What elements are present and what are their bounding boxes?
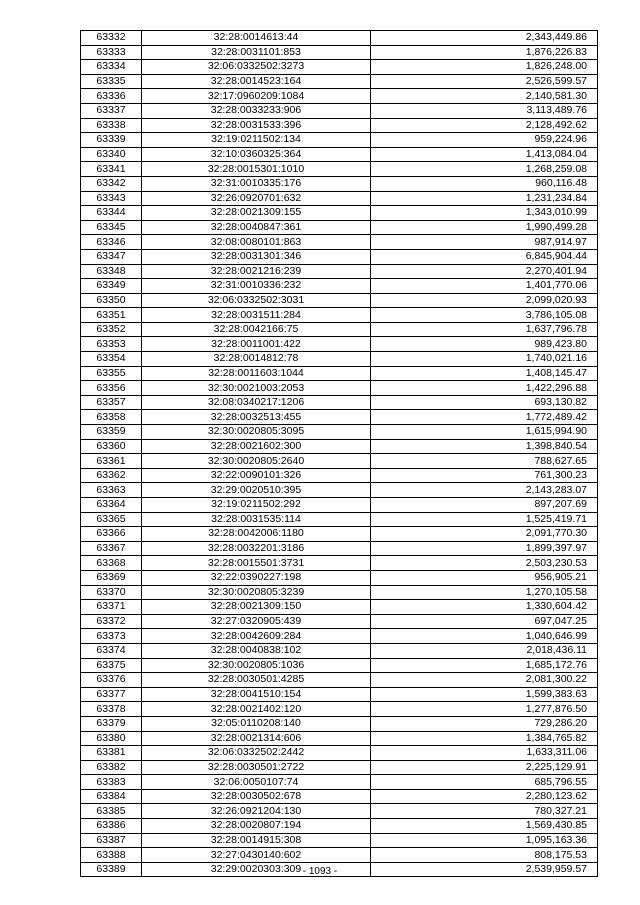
cadastral-number-cell: 32:05:0110208:140 [142, 716, 371, 731]
row-number-cell: 63340 [81, 147, 142, 162]
amount-cell: 2,091,770.30 [371, 527, 598, 542]
table-row [81, 322, 598, 337]
table-row [81, 308, 598, 323]
cadastral-number-cell: 32:28:0015301:1010 [142, 162, 371, 177]
cadastral-number-cell: 32:08:0080101:863 [142, 235, 371, 250]
amount-cell: 1,826,248.00 [371, 60, 598, 75]
amount-cell: 3,113,489.76 [371, 103, 598, 118]
cadastral-number-cell: 32:27:0430140:602 [142, 848, 371, 863]
amount-cell: 780,327.21 [371, 804, 598, 819]
amount-cell: 1,268,259.08 [371, 162, 598, 177]
amount-cell: 1,095,163.36 [371, 833, 598, 848]
amount-cell: 989,423.80 [371, 337, 598, 352]
row-number-cell: 63361 [81, 454, 142, 469]
cadastral-number-cell: 32:28:0042166:75 [142, 322, 371, 337]
cadastral-number-cell: 32:28:0042006:1180 [142, 527, 371, 542]
row-number-cell: 63362 [81, 468, 142, 483]
table-row [81, 220, 598, 235]
table-row [81, 89, 598, 104]
cadastral-number-cell: 32:28:0031101:853 [142, 45, 371, 60]
row-number-cell: 63332 [81, 31, 142, 46]
cadastral-number-cell: 32:28:0033233:906 [142, 103, 371, 118]
table-row [81, 118, 598, 133]
amount-cell: 1,899,397.97 [371, 541, 598, 556]
cadastral-number-cell: 32:28:0040838:102 [142, 643, 371, 658]
row-number-cell: 63350 [81, 293, 142, 308]
cadastral-number-cell: 32:28:0021309:155 [142, 206, 371, 221]
cadastral-number-cell: 32:28:0031533:396 [142, 118, 371, 133]
amount-cell: 693,130.82 [371, 395, 598, 410]
amount-cell: 1,384,765.82 [371, 731, 598, 746]
row-number-cell: 63372 [81, 614, 142, 629]
table-row [81, 760, 598, 775]
row-number-cell: 63342 [81, 176, 142, 191]
table-row [81, 804, 598, 819]
table-row [81, 468, 598, 483]
cadastral-number-cell: 32:30:0021003:2053 [142, 381, 371, 396]
cadastral-number-cell: 32:28:0021216:239 [142, 264, 371, 279]
cadastral-number-cell: 32:28:0011603:1044 [142, 366, 371, 381]
row-number-cell: 63380 [81, 731, 142, 746]
cadastral-number-cell: 32:28:0032513:455 [142, 410, 371, 425]
row-number-cell: 63356 [81, 381, 142, 396]
cadastral-number-cell: 32:06:0050107:74 [142, 775, 371, 790]
table-body [81, 31, 598, 877]
amount-cell: 1,990,499.28 [371, 220, 598, 235]
amount-cell: 2,143,283.07 [371, 483, 598, 498]
amount-cell: 1,413,084.04 [371, 147, 598, 162]
cadastral-number-cell: 32:28:0040847:361 [142, 220, 371, 235]
table-row [81, 337, 598, 352]
amount-cell: 2,099,020.93 [371, 293, 598, 308]
table-row [81, 775, 598, 790]
row-number-cell: 63382 [81, 760, 142, 775]
row-number-cell: 63371 [81, 600, 142, 615]
table-row [81, 352, 598, 367]
cadastral-number-cell: 32:19:0211502:134 [142, 133, 371, 148]
amount-cell: 1,408,145.47 [371, 366, 598, 381]
amount-cell: 1,422,296.88 [371, 381, 598, 396]
amount-cell: 1,876,226.83 [371, 45, 598, 60]
row-number-cell: 63345 [81, 220, 142, 235]
amount-cell: 1,599,383.63 [371, 687, 598, 702]
amount-cell: 1,398,840.54 [371, 439, 598, 454]
table-row [81, 541, 598, 556]
amount-cell: 6,845,904.44 [371, 249, 598, 264]
table-row [81, 643, 598, 658]
row-number-cell: 63336 [81, 89, 142, 104]
row-number-cell: 63359 [81, 425, 142, 440]
cadastral-number-cell: 32:26:0920701:632 [142, 191, 371, 206]
cadastral-number-cell: 32:28:0041510:154 [142, 687, 371, 702]
row-number-cell: 63335 [81, 74, 142, 89]
amount-cell: 1,401,770.06 [371, 279, 598, 294]
cadastral-number-cell: 32:28:0014523:164 [142, 74, 371, 89]
amount-cell: 1,343,010.99 [371, 206, 598, 221]
row-number-cell: 63377 [81, 687, 142, 702]
amount-cell: 2,128,492.62 [371, 118, 598, 133]
amount-cell: 808,175.53 [371, 848, 598, 863]
cadastral-number-cell: 32:28:0021602:300 [142, 439, 371, 454]
table-row [81, 512, 598, 527]
amount-cell: 956,905.21 [371, 570, 598, 585]
table-row [81, 60, 598, 75]
table-row [81, 425, 598, 440]
amount-cell: 2,140,581.30 [371, 89, 598, 104]
cadastral-number-cell: 32:28:0011001:422 [142, 337, 371, 352]
table-row [81, 498, 598, 513]
row-number-cell: 63389 [81, 862, 142, 877]
cadastral-number-cell: 32:28:0031301:346 [142, 249, 371, 264]
cadastral-number-cell: 32:29:0020510:395 [142, 483, 371, 498]
table-row [81, 264, 598, 279]
amount-cell: 2,539,959.57 [371, 862, 598, 877]
row-number-cell: 63374 [81, 643, 142, 658]
cadastral-number-cell: 32:28:0014915:308 [142, 833, 371, 848]
cadastral-number-cell: 32:28:0020807:194 [142, 819, 371, 834]
table-row [81, 103, 598, 118]
amount-cell: 2,280,123.62 [371, 789, 598, 804]
amount-cell: 959,224.96 [371, 133, 598, 148]
row-number-cell: 63369 [81, 570, 142, 585]
table-row [81, 162, 598, 177]
cadastral-number-cell: 32:28:0030501:4285 [142, 673, 371, 688]
cadastral-number-cell: 32:28:0021314:606 [142, 731, 371, 746]
table-row [81, 45, 598, 60]
cadastral-number-cell: 32:28:0014812:78 [142, 352, 371, 367]
cadastral-number-cell: 32:29:0020303:309 [142, 862, 371, 877]
row-number-cell: 63378 [81, 702, 142, 717]
table-row [81, 614, 598, 629]
cadastral-number-cell: 32:06:0332502:3031 [142, 293, 371, 308]
table-row [81, 381, 598, 396]
table-row [81, 687, 598, 702]
cadastral-number-cell: 32:26:0921204:130 [142, 804, 371, 819]
amount-cell: 1,637,796.78 [371, 322, 598, 337]
table-row [81, 673, 598, 688]
cadastral-number-cell: 32:30:0020805:2640 [142, 454, 371, 469]
amount-cell: 2,503,230.53 [371, 556, 598, 571]
amount-cell: 685,796.55 [371, 775, 598, 790]
table-row [81, 293, 598, 308]
table-row [81, 133, 598, 148]
amount-cell: 1,330,604.42 [371, 600, 598, 615]
row-number-cell: 63341 [81, 162, 142, 177]
amount-cell: 1,525,419.71 [371, 512, 598, 527]
amount-cell: 1,569,430.85 [371, 819, 598, 834]
cadastral-number-cell: 32:06:0332502:2442 [142, 746, 371, 761]
row-number-cell: 63344 [81, 206, 142, 221]
row-number-cell: 63383 [81, 775, 142, 790]
row-number-cell: 63346 [81, 235, 142, 250]
row-number-cell: 63339 [81, 133, 142, 148]
cadastral-number-cell: 32:27:0320905:439 [142, 614, 371, 629]
row-number-cell: 63385 [81, 804, 142, 819]
cadastral-number-cell: 32:28:0021309:150 [142, 600, 371, 615]
cadastral-number-cell: 32:28:0030501:2722 [142, 760, 371, 775]
amount-cell: 2,343,449.86 [371, 31, 598, 46]
row-number-cell: 63355 [81, 366, 142, 381]
amount-cell: 2,081,300.22 [371, 673, 598, 688]
row-number-cell: 63351 [81, 308, 142, 323]
row-number-cell: 63379 [81, 716, 142, 731]
amount-cell: 1,615,994.90 [371, 425, 598, 440]
table-row [81, 483, 598, 498]
row-number-cell: 63360 [81, 439, 142, 454]
cadastral-number-cell: 32:31:0010335:176 [142, 176, 371, 191]
cadastral-number-cell: 32:30:0020805:3239 [142, 585, 371, 600]
cadastral-number-cell: 32:31:0010336:232 [142, 279, 371, 294]
amount-cell: 1,277,876.50 [371, 702, 598, 717]
row-number-cell: 63364 [81, 498, 142, 513]
table-row [81, 366, 598, 381]
row-number-cell: 63376 [81, 673, 142, 688]
amount-cell: 761,300.23 [371, 468, 598, 483]
row-number-cell: 63388 [81, 848, 142, 863]
row-number-cell: 63366 [81, 527, 142, 542]
row-number-cell: 63343 [81, 191, 142, 206]
row-number-cell: 63349 [81, 279, 142, 294]
row-number-cell: 63387 [81, 833, 142, 848]
row-number-cell: 63365 [81, 512, 142, 527]
amount-cell: 1,633,311.06 [371, 746, 598, 761]
cadastral-number-cell: 32:22:0390227:198 [142, 570, 371, 585]
amount-cell: 1,231,234.84 [371, 191, 598, 206]
table-row [81, 147, 598, 162]
table-row [81, 439, 598, 454]
row-number-cell: 63357 [81, 395, 142, 410]
amount-cell: 897,207.69 [371, 498, 598, 513]
cadastral-number-cell: 32:28:0031511:284 [142, 308, 371, 323]
table-row [81, 31, 598, 46]
amount-cell: 1,040,646.99 [371, 629, 598, 644]
cadastral-number-cell: 32:10:0360325:364 [142, 147, 371, 162]
amount-cell: 2,526,599.57 [371, 74, 598, 89]
amount-cell: 788,627.65 [371, 454, 598, 469]
table-row [81, 206, 598, 221]
table-row [81, 395, 598, 410]
table-row [81, 833, 598, 848]
table-row [81, 235, 598, 250]
cadastral-number-cell: 32:28:0015501:3731 [142, 556, 371, 571]
row-number-cell: 63373 [81, 629, 142, 644]
table-row [81, 731, 598, 746]
table-row [81, 527, 598, 542]
table-row [81, 585, 598, 600]
table-row [81, 702, 598, 717]
row-number-cell: 63386 [81, 819, 142, 834]
cadastral-number-cell: 32:17:0960209:1084 [142, 89, 371, 104]
cadastral-number-cell: 32:22:0090101:326 [142, 468, 371, 483]
cadastral-number-cell: 32:28:0014613:44 [142, 31, 371, 46]
cadastral-number-cell: 32:08:0340217:1206 [142, 395, 371, 410]
amount-cell: 960,116.48 [371, 176, 598, 191]
amount-cell: 3,786,105.08 [371, 308, 598, 323]
row-number-cell: 63353 [81, 337, 142, 352]
cadastral-number-cell: 32:30:0020805:1036 [142, 658, 371, 673]
table-row [81, 789, 598, 804]
row-number-cell: 63363 [81, 483, 142, 498]
amount-cell: 2,225,129.91 [371, 760, 598, 775]
data-table [80, 30, 598, 877]
row-number-cell: 63338 [81, 118, 142, 133]
amount-cell: 1,685,172.76 [371, 658, 598, 673]
table-row [81, 570, 598, 585]
amount-cell: 1,772,489.42 [371, 410, 598, 425]
cadastral-number-cell: 32:28:0030502:678 [142, 789, 371, 804]
cadastral-number-cell: 32:06:0332502:3273 [142, 60, 371, 75]
table-row [81, 746, 598, 761]
table-row [81, 191, 598, 206]
cadastral-number-cell: 32:28:0042609:284 [142, 629, 371, 644]
table-row [81, 279, 598, 294]
row-number-cell: 63358 [81, 410, 142, 425]
row-number-cell: 63368 [81, 556, 142, 571]
amount-cell: 2,270,401.94 [371, 264, 598, 279]
cadastral-number-cell: 32:30:0020805:3095 [142, 425, 371, 440]
cadastral-number-cell: 32:28:0031535:114 [142, 512, 371, 527]
amount-cell: 729,286.20 [371, 716, 598, 731]
row-number-cell: 63370 [81, 585, 142, 600]
table-row [81, 848, 598, 863]
row-number-cell: 63367 [81, 541, 142, 556]
table-row [81, 658, 598, 673]
table-row [81, 600, 598, 615]
table-row [81, 556, 598, 571]
table-row [81, 410, 598, 425]
row-number-cell: 63384 [81, 789, 142, 804]
row-number-cell: 63333 [81, 45, 142, 60]
amount-cell: 2,018,436.11 [371, 643, 598, 658]
cadastral-number-cell: 32:19:0211502:292 [142, 498, 371, 513]
page-number: - 1093 - [302, 866, 338, 877]
table-row [81, 629, 598, 644]
row-number-cell: 63352 [81, 322, 142, 337]
table-row [81, 249, 598, 264]
amount-cell: 697,047.25 [371, 614, 598, 629]
cadastral-number-cell: 32:28:0021402:120 [142, 702, 371, 717]
amount-cell: 987,914.97 [371, 235, 598, 250]
row-number-cell: 63347 [81, 249, 142, 264]
table-row [81, 716, 598, 731]
table-row [81, 819, 598, 834]
row-number-cell: 63354 [81, 352, 142, 367]
row-number-cell: 63348 [81, 264, 142, 279]
row-number-cell: 63375 [81, 658, 142, 673]
cadastral-number-cell: 32:28:0032201:3186 [142, 541, 371, 556]
row-number-cell: 63337 [81, 103, 142, 118]
amount-cell: 1,270,105.58 [371, 585, 598, 600]
table-row [81, 176, 598, 191]
row-number-cell: 63381 [81, 746, 142, 761]
table-row [81, 74, 598, 89]
amount-cell: 1,740,021.16 [371, 352, 598, 367]
row-number-cell: 63334 [81, 60, 142, 75]
table-row [81, 454, 598, 469]
